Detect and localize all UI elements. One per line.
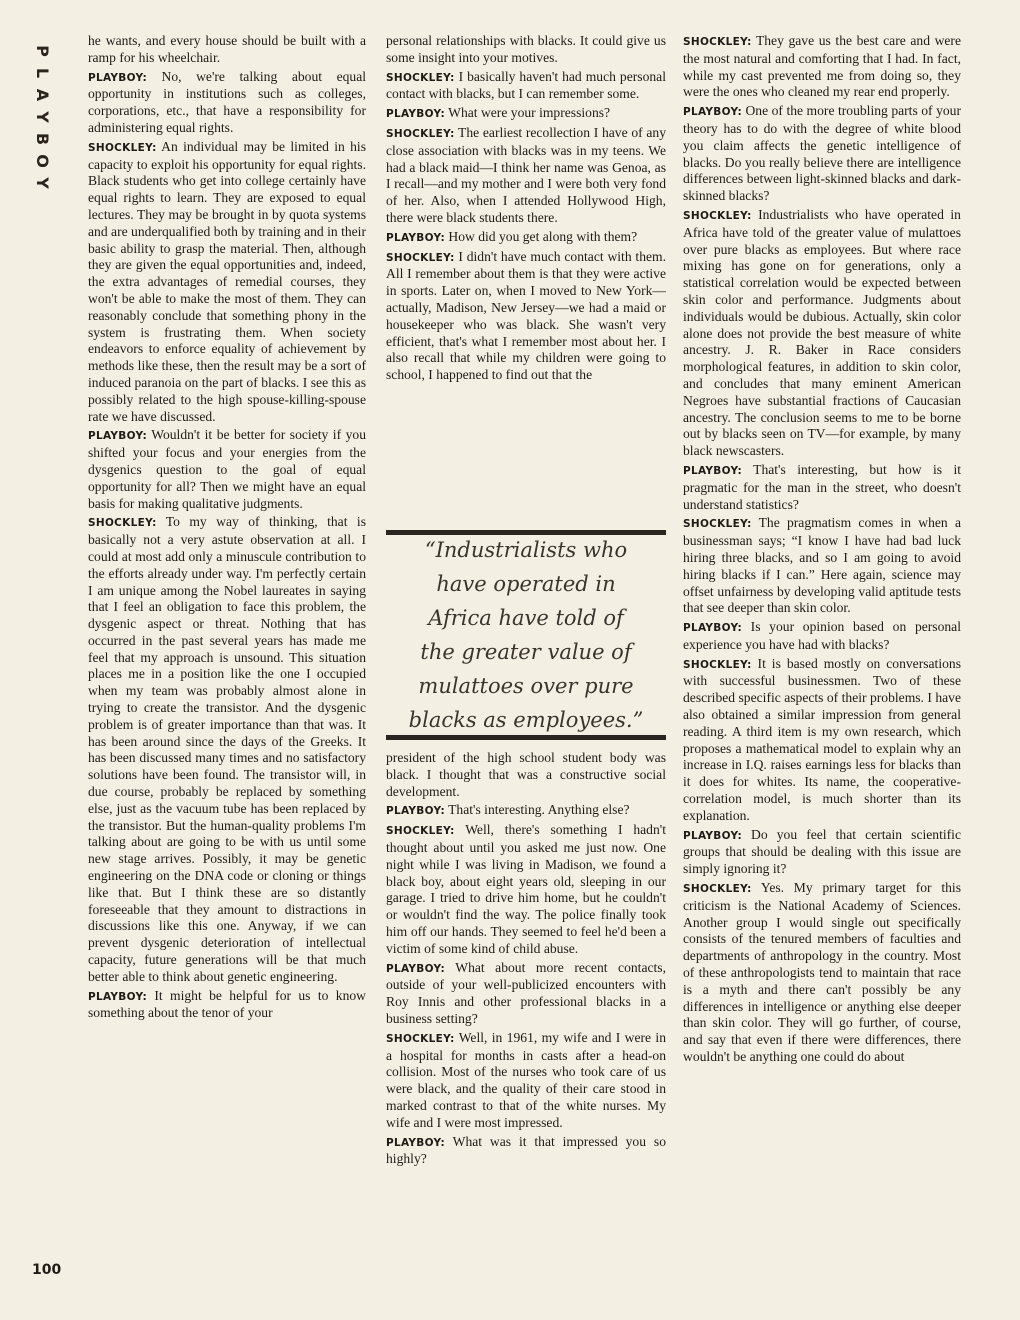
sidebar-logo [28, 40, 56, 194]
paragraph-text: What were your impressions? [448, 105, 611, 121]
paragraph-text: What was it that impressed you so highly? [386, 1133, 666, 1167]
interview-paragraph [88, 427, 366, 512]
paragraph-text: To my way of thinking, that is basically not a very astute observation at all. I could at most add only a minuscule contribution to the efforts already under way. I'm perfectly certain I am unique among the Nobel laureates in saying that I feel an obligation to face this problem, the dysgenic aspect or threat. Nothing that has occurred in the past several years has made me feel that my approach is unsound. This situation places me in a position like the one I occupied when my team was probably almost alone in trying to create the transistor. And the dysgenic problem is of greater importance than that was. It has been around since the days of the Greeks. It has been discussed many times and no satisfactory solutions have been found. The transistor will, in due course, probably be replaced by something else, just as the vacuum tube has been replaced by the transistor. But the human-quality problems I'm talking about are going to be with us until some new stage arrives. Possibly, it may be genetic engineering on the DNA code or cloning or things like that. But I think these are so distantly foreseeable that they amount to distractions in discussions like this one. Anyway, if we can prevent dysgenic deterioration of intellectual capacity, future generations will be that much better able to think about genetic engineering. [88, 514, 366, 984]
paragraph-text: Yes. My primary target for this criticism is the National Academy of Sciences. Another group I would single out specifically consists of the tenured members of faculties and departments of anthropology in the country. Most of these anthropologists tend to maintain that race is a myth and there can't possibly be any differences in intelligence or anything else deeper than skin color. They will go further, of course, and say that even if there were differences, there wouldn't be anything one could do about [683, 880, 961, 1065]
paragraph-text: president of the high school student body was black. I thought that was a constructive social development. [386, 750, 666, 799]
interview-paragraph [683, 880, 961, 1066]
paragraph-text: I didn't have much contact with them. All I remember about them is that they were active in sports. Later on, when I moved to New York—actually, Madison, New Jersey—we had a maid or housekeeper who was black. She wasn't very efficient, that's what I remember most about her. I also recall that while my children were going to school, I happened to find out that the [386, 248, 666, 383]
sidebar-logo-letter: P [32, 45, 52, 57]
interview-paragraph [386, 1134, 666, 1169]
speaker-label: PLAYBOY: [386, 805, 445, 818]
interview-paragraph [683, 656, 961, 825]
speaker-label: PLAYBOY: [683, 622, 742, 635]
interview-paragraph [683, 33, 961, 101]
paragraph-text: Well, there's something I hadn't thought about until you asked me just now. One night while I was living in Madison, we found a black boy, about eight years old, sleeping in our garage. I tried to drive him home, but he couldn't or wouldn't find the way. The police finally took him off our hands. They seemed to feel he'd been a victim of some kind of child abuse. [386, 822, 666, 956]
speaker-label: PLAYBOY: [683, 829, 742, 842]
speaker-label: PLAYBOY: [88, 71, 147, 84]
interview-paragraph [386, 249, 666, 384]
paragraph-text: Wouldn't it be better for society if you shifted your focus and your energies from the dysgenics question to the goal of equal opportunity for all? Then we might have an equal basis for making qualitative judgments. [88, 427, 366, 511]
speaker-label: PLAYBOY: [386, 231, 445, 244]
paragraph-text: Is your opinion based on personal experience you have had with blacks? [683, 619, 961, 652]
interview-paragraph [386, 1030, 666, 1132]
column-2-top [386, 33, 666, 517]
interview-paragraph [386, 125, 666, 227]
interview-paragraph [683, 207, 961, 460]
paragraph-text: The pragmatism comes in when a businessman says; “I know I have had bad luck hiring three blacks, and so I am going to avoid hiring blacks if I can.” Here again, science may offset unfairness by developing valid aptitude tests that see deeper than skin color. [683, 515, 961, 616]
speaker-label: PLAYBOY: [386, 108, 445, 121]
speaker-label: SHOCKLEY: [386, 825, 455, 838]
interview-paragraph [88, 69, 366, 137]
interview-paragraph [386, 229, 666, 247]
paragraph-text: One of the more troubling parts of your theory has to do with the degree of white blood you claim affects the genetic intelligence of blacks. Do you really believe there are intelligence differences between light-skinned blacks and dark-skinned blacks? [683, 103, 961, 204]
interview-paragraph [386, 33, 666, 67]
paragraph-text: Do you feel that certain scientific groups that should be dealing with this issue are simply ignoring it? [683, 826, 961, 877]
speaker-label: PLAYBOY: [683, 106, 742, 119]
speaker-label: SHOCKLEY: [683, 209, 752, 222]
speaker-label: SHOCKLEY: [683, 36, 752, 48]
paragraph-text: It is based mostly on conversations with successful businessmen. Two of these described specific aspects of their problems. I have also obtained a similar impression from general reading. A third item is my own research, which proposes a mathematical model to explain why an increase in I.Q. raises earnings less for blacks than it does for whites. Its name, the cooperative-correlation model, is much shorter than its explanation. [683, 655, 961, 823]
sidebar-logo-letter: Y [33, 111, 52, 123]
sidebar-logo-letter: O [32, 154, 52, 168]
paragraph-text: What about more recent contacts, outside of your well-publicized encounters with Roy Innis and other professional blacks in a business setting? [386, 959, 666, 1026]
column-3 [683, 33, 961, 1288]
interview-paragraph [386, 960, 666, 1028]
paragraph-text: personal relationships with blacks. It could give us some insight into your motives. [386, 33, 666, 65]
speaker-label: SHOCKLEY: [683, 518, 752, 531]
speaker-label: PLAYBOY: [386, 962, 445, 975]
interview-paragraph [386, 69, 666, 104]
interview-paragraph [683, 462, 961, 513]
interview-paragraph [88, 139, 366, 426]
paragraph-text: I basically haven't had much personal contact with blacks, but I can remember some. [386, 68, 666, 102]
sidebar-logo-letter: Y [33, 177, 52, 189]
interview-paragraph [386, 105, 666, 123]
speaker-label: PLAYBOY: [88, 990, 147, 1003]
paragraph-text: Industrialists who have operated in Africa have told of the greater value of mulattoes over pure blacks as employees. But where race mixing has gone on for generations, only a statistical correlation would be expected between skin color and performance. Judgments about individuals would be dubious. Actually, skin color alone does not provide the best measure of white ancestry. J. R. Baker in Race considers morphological features, in addition to skin color, and concludes that many eminent American Negroes have substantial fractions of Caucasian ancestry. The conclusion seems to me to be borne out by blacks seen on TV—for example, by many black newscasters. [683, 206, 961, 459]
paragraph-text: They gave us the best care and were the most natural and comforting that I had. In fact, while my cast prevented me from doing so, they were the ones who cleaned my rear end properly. [683, 33, 961, 100]
sidebar-logo-letter: B [32, 132, 52, 146]
column-1 [88, 33, 366, 1288]
sidebar-logo-letter: A [32, 88, 52, 102]
paragraph-text: It might be helpful for us to know something about the tenor of your [88, 987, 366, 1021]
pull-quote-text: “Industrialists who have operated in Africa have told of the greater value of mulattoes over pure blacks as employees.” [408, 538, 644, 732]
page-number: 100 [32, 1262, 62, 1278]
speaker-label: SHOCKLEY: [386, 71, 455, 84]
interview-paragraph [683, 619, 961, 654]
paragraph-text: he wants, and every house should be built with a ramp for his wheelchair. [88, 33, 366, 65]
interview-paragraph [386, 802, 666, 820]
interview-paragraph [683, 827, 961, 878]
interview-paragraph [88, 988, 366, 1023]
interview-paragraph [683, 515, 961, 617]
pull-quote [386, 530, 666, 740]
paragraph-text: An individual may be limited in his capacity to exploit his opportunity for equal rights. Black students who get into college certainly have equal rights to learn. They are exposed to equal lectures. They may be brought in by quota systems and are underqualified both by training and in their basic ability to grasp the material. Then, although they are given the equal opportunities and, indeed, the extra advantages of remedial courses, they won't be able to make the most of them. They can reasonably conclude that something phony in the system is frustrating them. When society endeavors to enforce equality of achievement by methods like these, then the result may be a sort of induced paranoia on the part of blacks. I see this as possibly related to the high spouse-killing-spouse rate we have discussed. [88, 138, 366, 424]
paragraph-text: Well, in 1961, my wife and I were in a hospital for months in casts after a head-on collision. Most of the nurses who took care of us were black, and the quality of their care stood in marked contrast to that of the white nurses. My wife and I were most impressed. [386, 1029, 666, 1130]
speaker-label: SHOCKLEY: [386, 1032, 455, 1045]
interview-paragraph [88, 33, 366, 67]
column-2-bottom [386, 750, 666, 1290]
speaker-label: SHOCKLEY: [683, 883, 752, 896]
paragraph-text: That's interesting. Anything else? [448, 802, 630, 818]
paragraph-text: That's interesting, but how is it pragmatic for the man in the street, who doesn't understand statistics? [683, 461, 961, 512]
interview-paragraph [386, 822, 666, 957]
speaker-label: PLAYBOY: [88, 430, 147, 443]
interview-paragraph [88, 514, 366, 985]
speaker-label: SHOCKLEY: [386, 251, 455, 264]
sidebar-logo-letter: L [32, 67, 52, 79]
speaker-label: PLAYBOY: [683, 464, 742, 477]
speaker-label: SHOCKLEY: [683, 658, 752, 671]
speaker-label: SHOCKLEY: [386, 127, 455, 140]
paragraph-text: The earliest recollection I have of any close association with blacks was in my teens. We had a black maid—I think her name was Genoa, as I recall—and my mother and I were both very fond of her. Also, when I attended Hollywood High, there were black students there. [386, 124, 666, 225]
speaker-label: SHOCKLEY: [88, 517, 157, 530]
interview-paragraph [683, 103, 961, 205]
paragraph-text: How did you get along with them? [448, 228, 638, 244]
interview-paragraph [386, 750, 666, 800]
paragraph-text: No, we're talking about equal opportunity in institutions such as colleges, corporations, etc., that have a responsibility for administering equal rights. [88, 68, 366, 135]
speaker-label: PLAYBOY: [386, 1136, 445, 1149]
speaker-label: SHOCKLEY: [88, 141, 157, 154]
